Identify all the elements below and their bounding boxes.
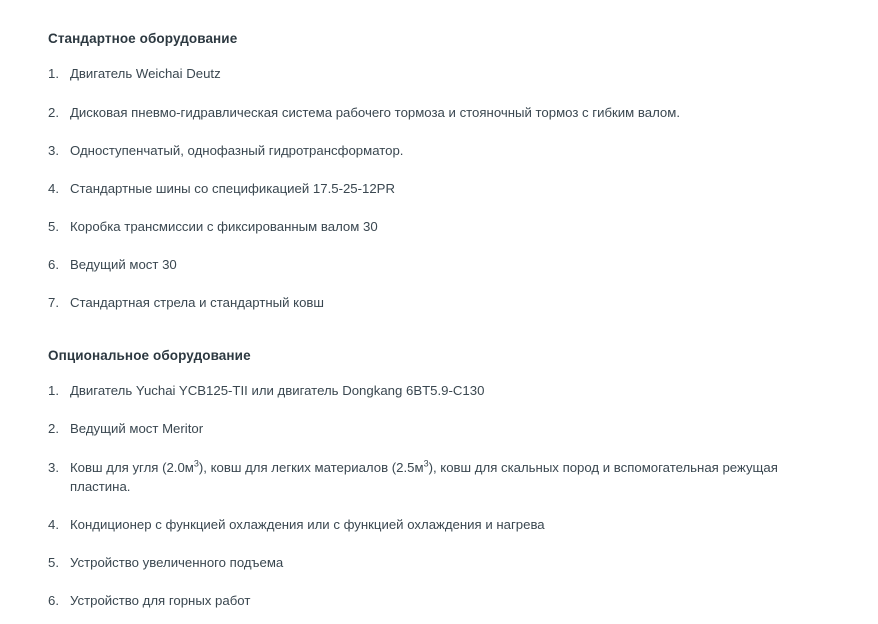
list-item-text: Кондиционер с функцией охлаждения или с функцией охлаждения и нагрева (70, 516, 545, 532)
list-item-text: Устройство увеличенного подъема (70, 554, 284, 570)
list-item-text: Коробка трансмиссии с фиксированным валом 30 (70, 218, 378, 234)
list-item-number: 4. (48, 180, 59, 196)
list-item-number: 3. (48, 142, 59, 158)
list-item (48, 448, 838, 505)
list-item (48, 55, 838, 93)
list-item (48, 207, 838, 245)
list-item (48, 284, 838, 322)
list-item (48, 169, 838, 207)
list-item (48, 410, 838, 448)
list-item-text: Дисковая пневмо-гидравлическая система рабочего тормоза и стояночный тормоз с гибким валом. (70, 104, 680, 120)
list-item-number: 5. (48, 218, 59, 234)
list-item-text: Двигатель Yuchai YCB125-TII или двигатель Dongkang 6BT5.9-C130 (70, 383, 485, 399)
list-item-number: 5. (48, 554, 59, 570)
optional-equipment-list (48, 372, 838, 620)
standard-equipment-list (48, 55, 838, 322)
list-item (48, 131, 838, 169)
list-item-text: Устройство для горных работ (70, 593, 251, 609)
list-item-text: Ковш для угля $(2.0м^3)$, ковш для легких материалов $(2.5м^3)$, ковш для скальных пород и вспомогательная режущая пластина. (70, 458, 778, 494)
list-item-number: 1. (48, 383, 59, 399)
list-item (48, 93, 838, 131)
list-item (48, 372, 838, 410)
list-item-number: 2. (48, 104, 59, 120)
list-item-text: Двигатель Weichai Deutz (70, 66, 221, 82)
list-item-number: 1. (48, 66, 59, 82)
list-item-text: Стандартная стрела и стандартный ковш (70, 295, 324, 311)
list-item-number: 2. (48, 421, 59, 437)
list-item-text: Стандартные шины со спецификацией 17.5-25-12PR (70, 180, 396, 196)
list-item-text: Одноступенчатый, однофазный гидротрансформатор. (70, 142, 404, 158)
list-item-number: 7. (48, 295, 59, 311)
list-item (48, 505, 838, 543)
section-heading-optional-equipment: Опциональное оборудование (48, 347, 251, 363)
list-item-text: Ведущий мост 30 (70, 257, 177, 273)
list-item-number: 3. (48, 459, 59, 475)
list-item-text: Ведущий мост Meritor (70, 421, 204, 437)
list-item-number: 6. (48, 257, 59, 273)
list-item (48, 582, 838, 620)
list-item-number: 4. (48, 516, 59, 532)
section-heading-standard-equipment: Стандартное оборудование (48, 31, 238, 46)
list-item-number: 6. (48, 593, 59, 609)
list-item (48, 246, 838, 284)
list-item (48, 543, 838, 581)
